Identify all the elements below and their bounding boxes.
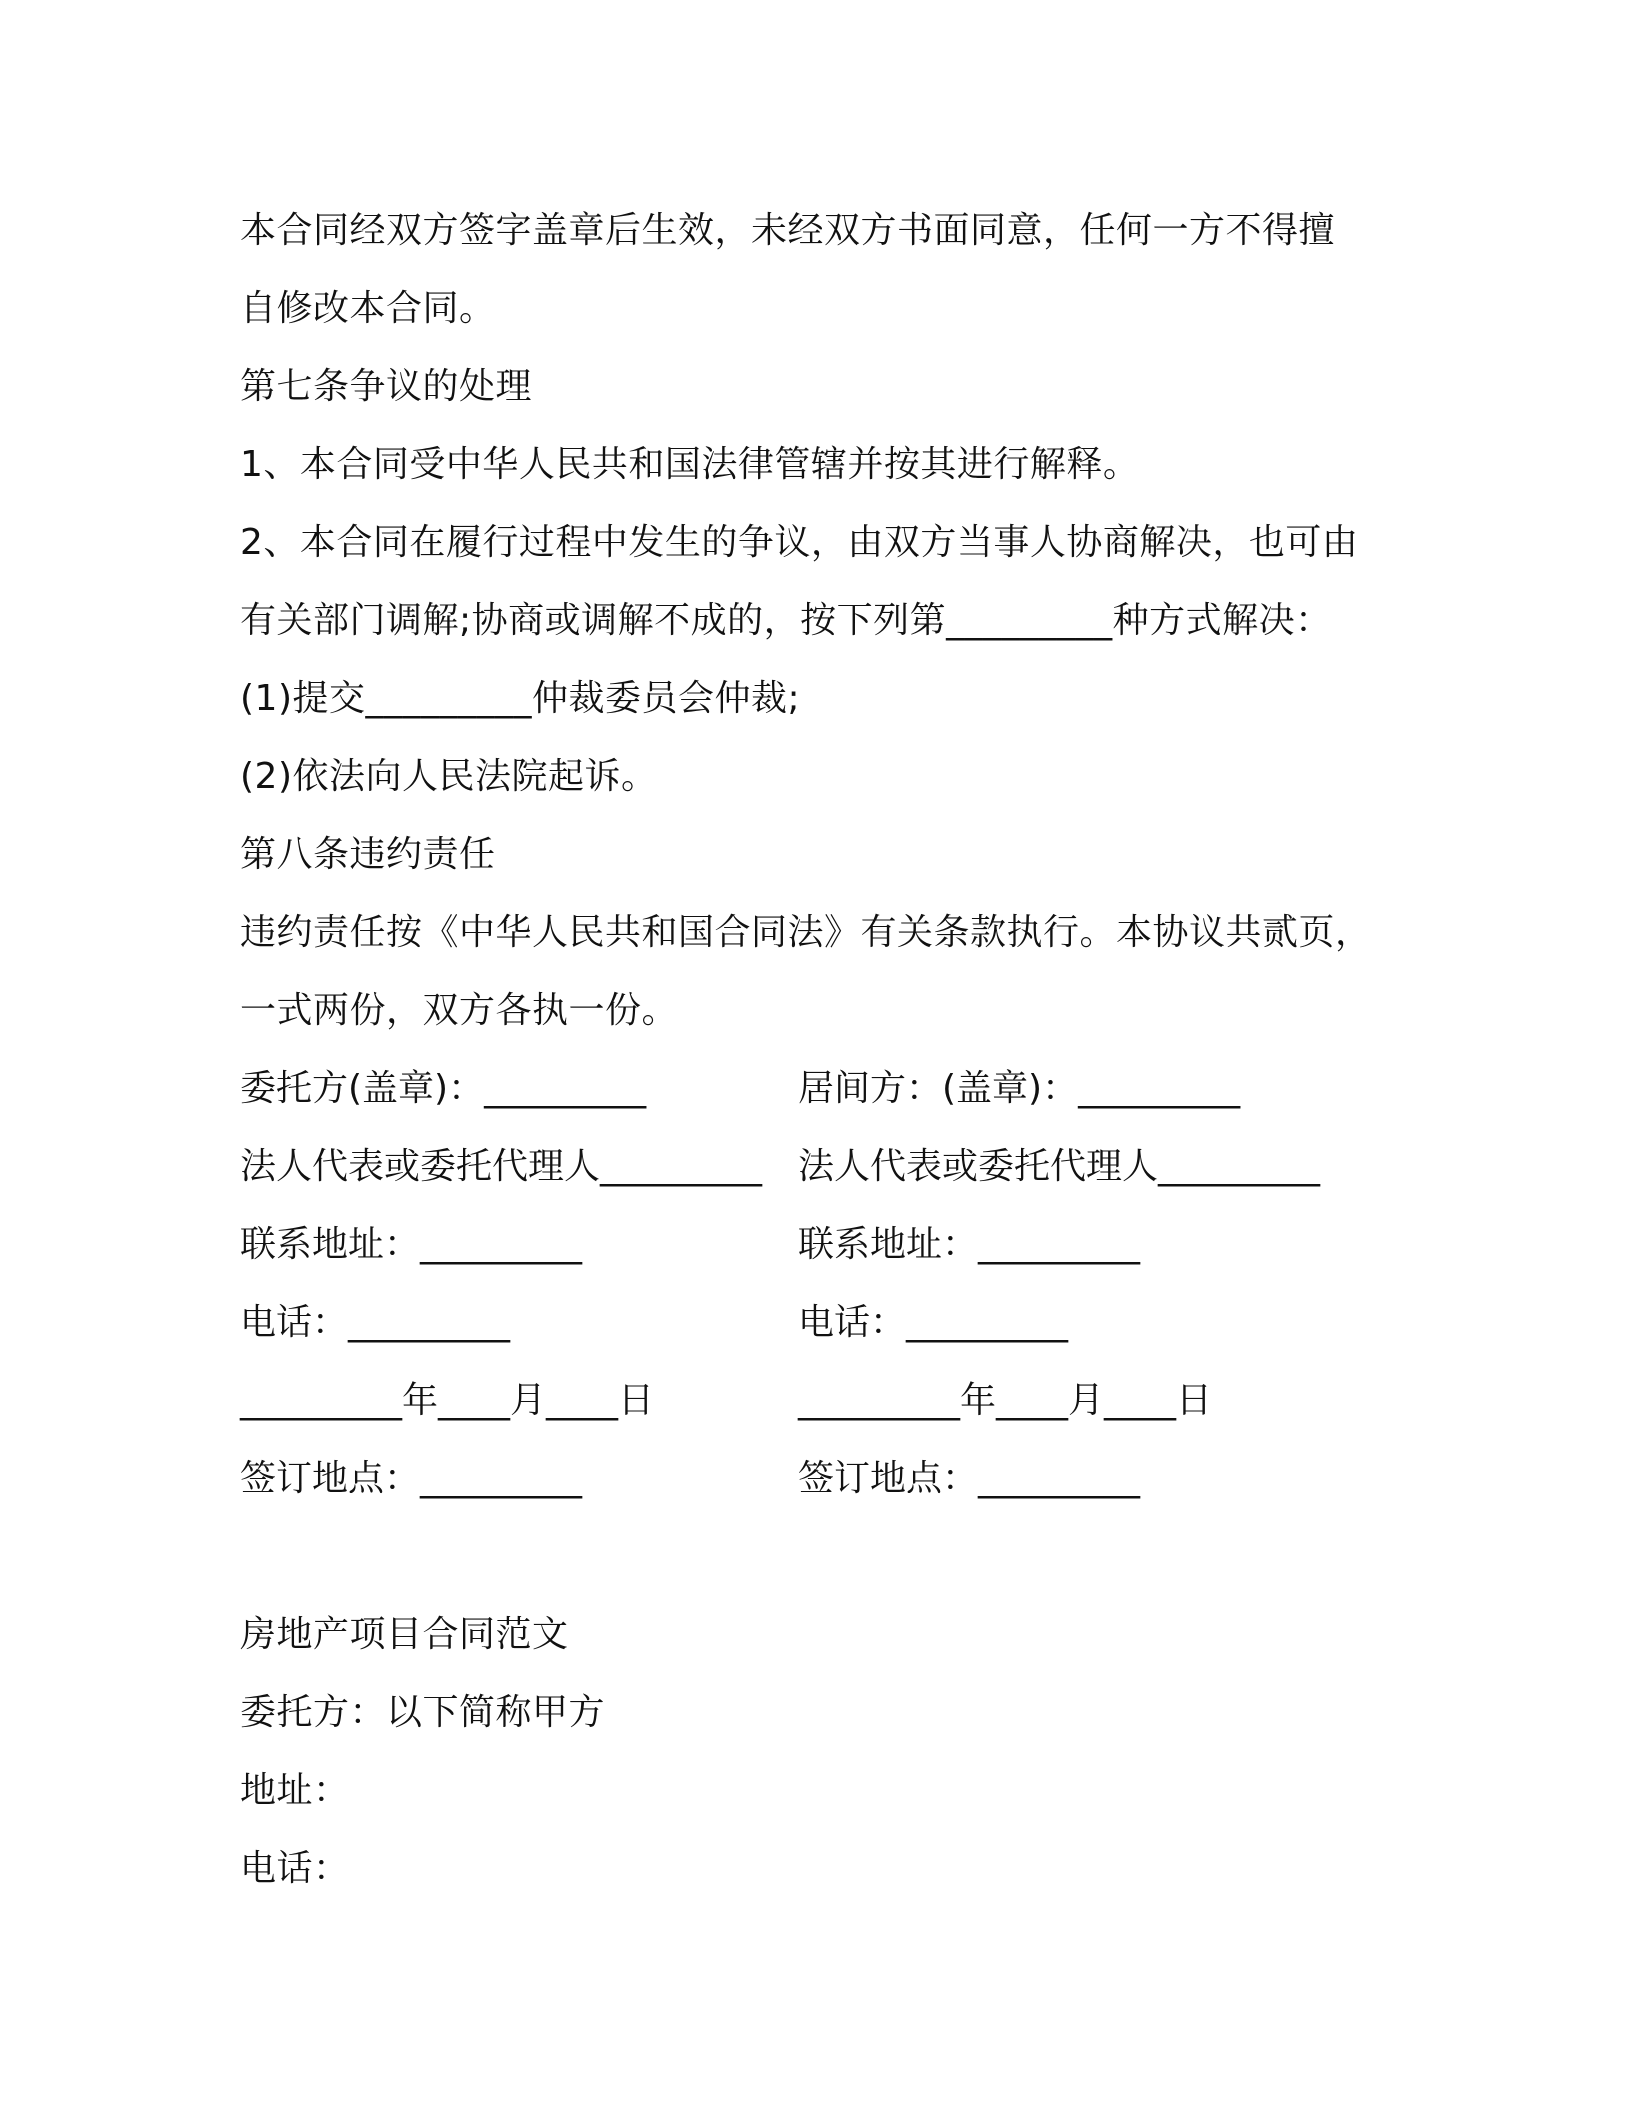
agent-address-field: 联系地址：_________	[798, 1224, 1141, 1265]
party-line: 委托方：以下简称甲方	[240, 1692, 606, 1733]
article-heading: 第七条争议的处理	[240, 366, 533, 407]
clause-text: 违约责任按《中华人民共和国合同法》有关条款执行。本协议共贰页，	[240, 912, 1372, 953]
client-place-field: 签订地点：_________	[240, 1458, 583, 1499]
clause-text: 一式两份，双方各执一份。	[240, 990, 679, 1031]
signature-row-phone	[240, 1284, 1400, 1362]
section-spacer	[240, 1518, 1400, 1596]
clause-text: 1、本合同受中华人民共和国法律管辖并按其进行解释。	[240, 444, 1140, 485]
signature-row-seal	[240, 1050, 1400, 1128]
agent-place-field: 签订地点：_________	[798, 1458, 1141, 1499]
article-heading: 第八条违约责任	[240, 834, 496, 875]
client-address-field: 联系地址：_________	[240, 1224, 583, 1265]
client-representative-field: 法人代表或委托代理人_________	[240, 1146, 763, 1187]
address-line: 地址：	[240, 1770, 350, 1811]
document-title: 房地产项目合同范文	[240, 1614, 569, 1655]
signature-row-representative	[240, 1128, 1400, 1206]
agent-date-field: _________年____月____日	[798, 1380, 1212, 1421]
agent-phone-field: 电话：_________	[798, 1302, 1069, 1343]
client-seal-field: 委托方(盖章)：_________	[240, 1068, 647, 1109]
document-body	[240, 192, 1400, 1908]
client-phone-field: 电话：_________	[240, 1302, 511, 1343]
clause-option: (1)提交_________仲裁委员会仲裁;	[240, 678, 801, 719]
clause-text: 自修改本合同。	[240, 288, 496, 329]
signature-row-place	[240, 1440, 1400, 1518]
client-date-field: _________年____月____日	[240, 1380, 654, 1421]
signature-row-address	[240, 1206, 1400, 1284]
clause-text: 有关部门调解;协商或调解不成的，按下列第_________种方式解决：	[240, 600, 1332, 641]
clause-option: (2)依法向人民法院起诉。	[240, 756, 658, 797]
signature-row-date	[240, 1362, 1400, 1440]
phone-line: 电话：	[240, 1848, 350, 1889]
clause-text: 本合同经双方签字盖章后生效，未经双方书面同意，任何一方不得擅	[240, 210, 1336, 251]
agent-representative-field: 法人代表或委托代理人_________	[798, 1146, 1321, 1187]
agent-seal-field: 居间方：(盖章)：_________	[798, 1068, 1241, 1109]
clause-text: 2、本合同在履行过程中发生的争议，由双方当事人协商解决，也可由	[240, 522, 1359, 563]
